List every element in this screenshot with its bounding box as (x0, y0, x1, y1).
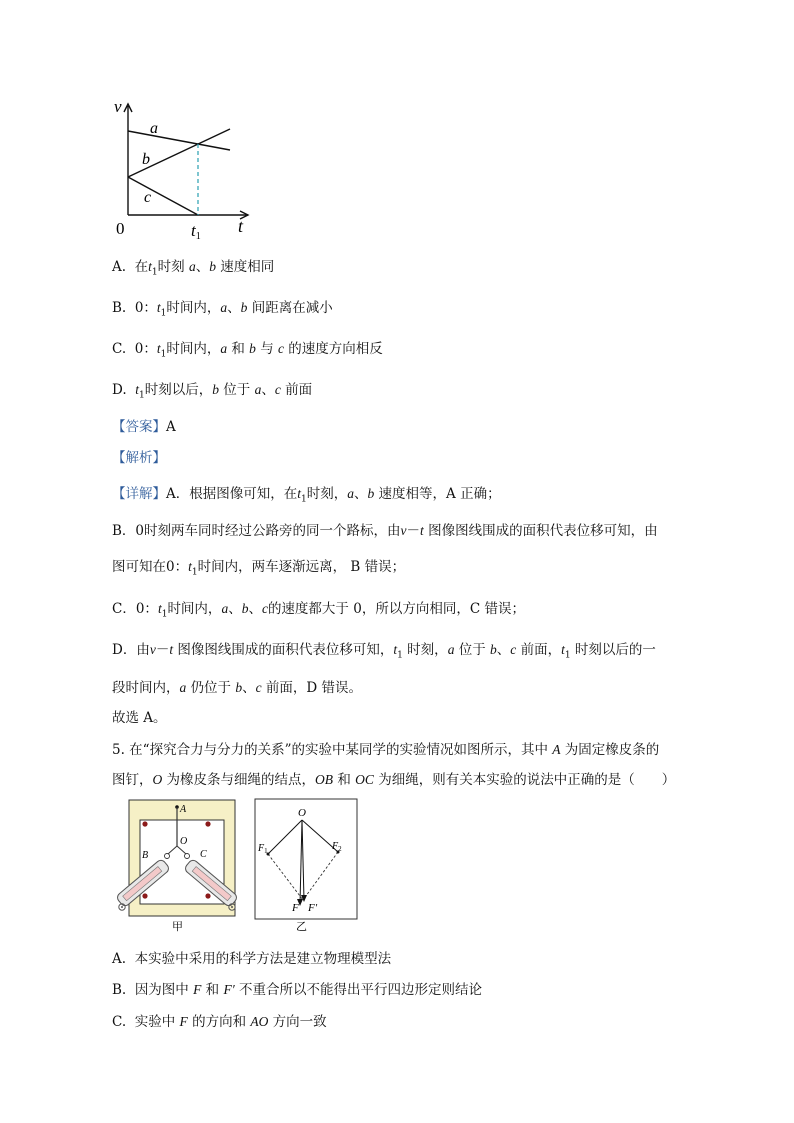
detail-line-c: C．0：$t_1$时间内，a、b、c的速度都大于 0，所以方向相同，C 错误； (112, 601, 525, 620)
line-c (128, 177, 198, 215)
detail-line-a: 【详解】A．根据图像可知，在$t_1$时刻，a、b 速度相等，A 正确； (112, 486, 501, 505)
figure-yi (252, 796, 362, 936)
svg-text:C: C (200, 849, 207, 860)
axis-t: t (238, 216, 244, 236)
svg-text:乙: 乙 (296, 921, 307, 933)
svg-text:F′: F′ (308, 902, 318, 914)
svg-text:F1: $F_1$ (258, 843, 268, 855)
label-b: b (142, 151, 150, 168)
axis-v: v (114, 97, 122, 116)
analysis-label: 【解析】 (112, 450, 166, 466)
detail-line-d1: D．由v－t 图像图线围成的面积代表位移可知，$t_1$ 时刻，a 位于 b、c 前面，$t_1$ 时刻以后的一 (112, 642, 656, 661)
label-a: a (150, 120, 158, 137)
figure-jia (112, 796, 242, 936)
answer: 【答案】A (112, 419, 176, 435)
option-4d: D. $t_1$时刻以后，b 位于 a、c 前面 (112, 382, 313, 401)
pin-icon (142, 821, 147, 826)
detail-choose: 故选 A。 (112, 710, 167, 726)
detail-line-b2: 图可知在0：$t_1$时间内，两车逐渐远离， B 错误； (112, 559, 406, 578)
pin-icon (205, 821, 210, 826)
origin: 0 (116, 219, 125, 238)
label-c: c (144, 189, 152, 206)
q5-line1: 5. 在“探究合力与分力的关系”的实验中某同学的实验情况如图所示，其中 A 为固定橡皮条的 (112, 742, 660, 758)
option-4a: A. 在$t_1$时刻 a、b 速度相同 (112, 259, 275, 278)
detail-line-b1: B．0时刻两车同时经过公路旁的同一个路标，由v－t 图像图线围成的面积代表位移可知，由 (112, 523, 658, 539)
q5-line2: 图钉，O 为橡皮条与细绳的结点，OB 和 OC 为细绳，则有关本实验的说法中正确的是（ ） (112, 772, 676, 788)
svg-text:F: F (292, 902, 299, 914)
option-4b: B. 0：$t_1$时间内，a、b 间距离在减小 (112, 300, 333, 319)
option-4c: C. 0：$t_1$时间内，a 和 b 与 c 的速度方向相反 (112, 341, 383, 360)
vt-graph (108, 96, 258, 241)
option-5a: A. 本实验中采用的科学方法是建立物理模型法 (112, 951, 392, 967)
svg-text:A: A (180, 804, 187, 815)
label-t1: t1 (191, 221, 201, 241)
svg-text:甲: 甲 (172, 921, 183, 933)
pin-icon (142, 893, 147, 898)
pin-icon (205, 893, 210, 898)
option-5c: C. 实验中 F 的方向和 AO 方向一致 (112, 1014, 327, 1030)
svg-text:O: O (298, 807, 306, 819)
option-5b: B. 因为图中 F 和 F′ 不重合所以不能得出平行四边形定则结论 (112, 982, 482, 998)
detail-line-d2: 段时间内，a 仍位于 b、c 前面，D 错误。 (112, 680, 362, 696)
svg-text:B: B (142, 850, 149, 861)
svg-text:O: O (180, 836, 188, 847)
svg-text:F2: $F_2$ (332, 841, 342, 853)
line-a (128, 131, 230, 150)
